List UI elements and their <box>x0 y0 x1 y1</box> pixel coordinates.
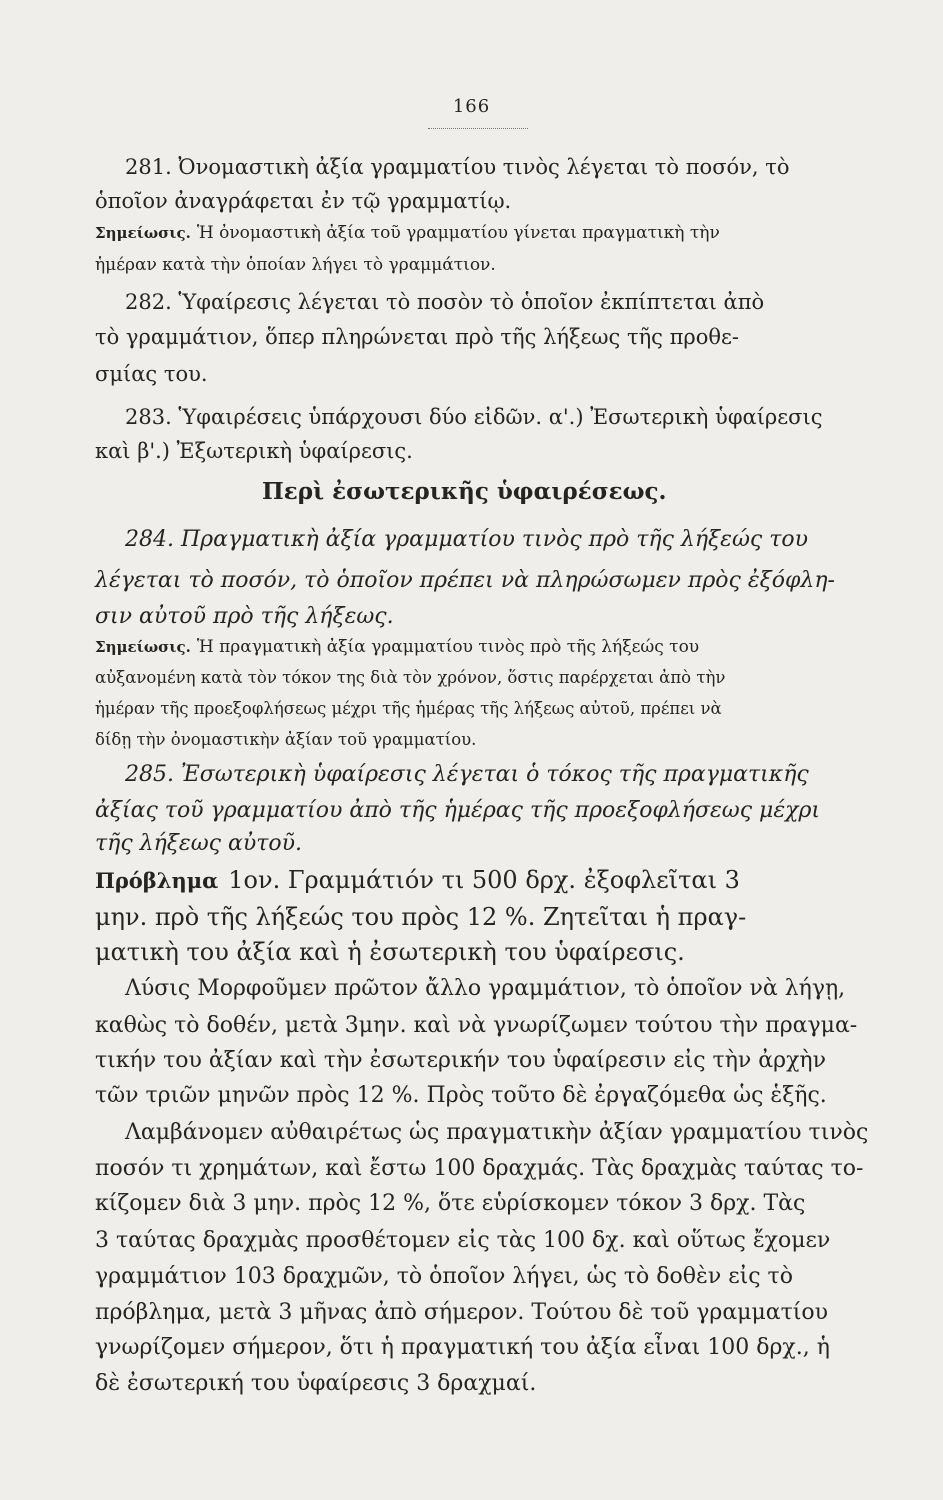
text-line: τῆς λήξεως αὐτοῦ. <box>95 831 302 856</box>
text-line: ὁποῖον ἀναγράφεται ἐν τῷ γραμματίῳ. <box>95 189 512 213</box>
page-number: 166 <box>452 96 491 117</box>
page-number-rule <box>428 128 528 129</box>
text-line: ἡμέραν τῆς προεξοφλήσεως μέχρι τῆς ἡμέρας τῆς λήξεως αὐτοῦ, πρέπει νὰ <box>95 699 722 718</box>
problem-line <box>95 866 740 894</box>
text-line: 282. Ὑφαίρεσις λέγεται τὸ ποσὸν τὸ ὁποῖον ἐκπίπτεται ἀπὸ <box>125 290 765 314</box>
text-line: γραμμάτιον 103 δραχμῶν, τὸ ὁποῖον λήγει, ὡς τὸ δοθὲν εἰς τὸ <box>95 1264 793 1289</box>
note-text: Ἡ πραγματικὴ ἀξία γραμματίου τινὸς πρὸ τῆς λήξεώς του <box>196 637 700 657</box>
note-text: Ἡ ὀνομαστικὴ ἀξία τοῦ γραμματίου γίνεται πραγματικὴ τὴν <box>196 223 720 243</box>
text-line: 283. Ὑφαιρέσεις ὑπάρχουσι δύο εἰδῶν. α'.) Ἐσωτερικὴ ὑφαίρεσις <box>125 405 823 429</box>
text-line: καὶ β'.) Ἐξωτερικὴ ὑφαίρεσις. <box>95 439 413 463</box>
text-line: τικήν του ἀξίαν καὶ τὴν ἐσωτερικήν του ὑφαίρεσιν εἰς τὴν ἀρχὴν <box>95 1048 826 1073</box>
text-line: ποσόν τι χρημάτων, καὶ ἔστω 100 δραχμάς. Τὰς δραχμὰς ταύτας το- <box>95 1156 864 1181</box>
problem-text: 1ον. Γραμμάτιόν τι 500 δρχ. ἐξοφλεῖται 3 <box>228 866 740 894</box>
text-line: λέγεται τὸ ποσόν, τὸ ὁποῖον πρέπει νὰ πληρώσωμεν πρὸς ἐξόφλη- <box>95 568 835 593</box>
text-line: ματικὴ του ἀξία καὶ ἡ ἐσωτερικὴ του ὑφαίρεσις. <box>95 938 685 966</box>
text-line: μην. πρὸ τῆς λήξεώς του πρὸς 12 %. Ζητεῖται ἡ πραγ- <box>95 903 747 931</box>
text-line: κίζομεν διὰ 3 μην. πρὸς 12 %, ὅτε εὑρίσκομεν τόκον 3 δρχ. Τὰς <box>95 1191 806 1216</box>
text-line: τῶν τριῶν μηνῶν πρὸς 12 %. Πρὸς τοῦτο δὲ ἐργαζόμεθα ὡς ἑξῆς. <box>95 1083 827 1108</box>
note-label: Σημείωσις. <box>95 224 191 242</box>
text-line: δὲ ἐσωτερική του ὑφαίρεσις 3 δραχμαί. <box>95 1371 537 1396</box>
note-line <box>95 223 720 243</box>
text-line: Λύσις Μορφοῦμεν πρῶτον ἄλλο γραμμάτιον, τὸ ὁποῖον νὰ λήγῃ, <box>125 976 846 1001</box>
note-line <box>95 637 699 657</box>
text-line: τὸ γραμμάτιον, ὅπερ πληρώνεται πρὸ τῆς λήξεως τῆς προθε- <box>95 325 740 349</box>
text-line: αὐξανομένη κατὰ τὸν τόκον της διὰ τὸν χρόνον, ὅστις παρέρχεται ἀπὸ τὴν <box>95 668 726 687</box>
problem-label: Πρόβλημα <box>95 868 219 893</box>
text-line: καθὼς τὸ δοθέν, μετὰ 3μην. καὶ νὰ γνωρίζωμεν τούτου τὴν πραγμα- <box>95 1013 858 1038</box>
text-line: Λαμβάνομεν αὐθαιρέτως ὡς πραγματικὴν ἀξίαν γραμματίου τινὸς <box>125 1120 869 1145</box>
text-line: 281. Ὀνομαστικὴ ἀξία γραμματίου τινὸς λέγεται τὸ ποσόν, τὸ <box>125 155 790 179</box>
text-line: 3 ταύτας δραχμὰς προσθέτομεν εἰς τὰς 100 δχ. καὶ οὕτως ἔχομεν <box>95 1228 831 1253</box>
text-line: ἡμέραν κατὰ τὴν ὁποίαν λήγει τὸ γραμμάτιον. <box>95 255 496 275</box>
note-label: Σημείωσις. <box>95 638 191 656</box>
text-line: 284. Πραγματικὴ ἀξία γραμματίου τινὸς πρὸ τῆς λήξεώς του <box>125 527 809 552</box>
text-line: 285. Ἐσωτερικὴ ὑφαίρεσις λέγεται ὁ τόκος τῆς πραγματικῆς <box>125 762 809 787</box>
text-line: ἀξίας τοῦ γραμματίου ἀπὸ τῆς ἡμέρας τῆς προεξοφλήσεως μέχρι <box>95 798 821 823</box>
text-line: δίδῃ τὴν ὀνομαστικὴν ἀξίαν τοῦ γραμματίου. <box>95 730 477 749</box>
section-heading: Περὶ ἐσωτερικῆς ὑφαιρέσεως. <box>262 478 667 505</box>
text-line: σμίας του. <box>95 362 208 386</box>
text-line: γνωρίζομεν σήμερον, ὅτι ἡ πραγματική του ἀξία εἶναι 100 δρχ., ἡ <box>95 1335 830 1360</box>
text-line: πρόβλημα, μετὰ 3 μῆνας ἀπὸ σήμερον. Τούτου δὲ τοῦ γραμματίου <box>95 1300 829 1325</box>
text-line: σιν αὐτοῦ πρὸ τῆς λήξεως. <box>95 604 394 629</box>
